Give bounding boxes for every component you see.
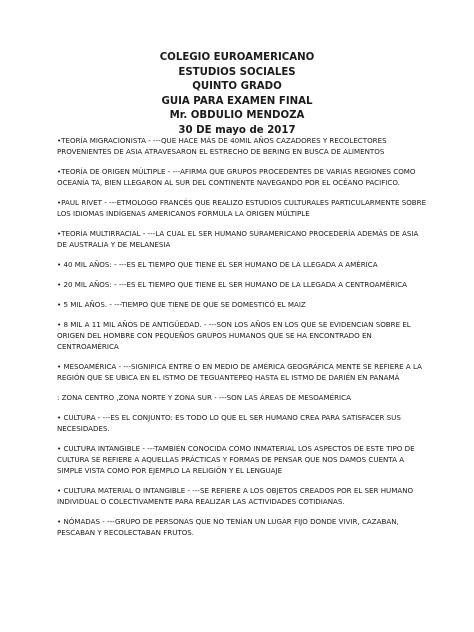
paragraph-cultura-material: • CULTURA MATERIAL O INTANGIBLE - ---SE REFIERE A LOS OBJETOS CREADOS POR EL SER HUMANO INDIVIDUAL O COLECTIVAMENTE PARA REALIZAR LAS ACTIVIDADES COTIDIANAS. xyxy=(57,486,414,506)
paragraph-zonas: : ZONA CENTRO ,ZONA NORTE Y ZONA SUR - ---SON LAS ÁREAS DE MESOAMÉRICA xyxy=(57,393,351,402)
paragraph-teoria-multirracial: •TEORÍA MULTIRRACIAL - ---LA CUAL EL SER HUMANO SURAMERICANO PROCEDERÍA ADEMÁS DE ASIA DE AUSTRALIA Y DE MELANESIA xyxy=(57,229,419,249)
guide-title: GUIA PARA EXAMEN FINAL xyxy=(161,95,313,107)
paragraph-5-mil-anos: • 5 MIL AÑOS. - ---TIEMPO QUE TIENE DE QUE SE DOMESTICÓ EL MAIZ xyxy=(57,300,306,309)
paragraph-cultura: • CULTURA - ---ES EL CONJUNTO: ES TODO LO QUE EL SER HUMANO CREA PARA SATISFACER SUS NECESIDADES. xyxy=(57,413,401,433)
document-date: 30 DE mayo de 2017 xyxy=(178,124,296,136)
subject-title: ESTUDIOS SOCIALES xyxy=(178,66,296,78)
paragraph-8-a-11-mil-anos: • 8 MIL A 11 MIL AÑOS DE ANTIGÜEDAD. - ---SON LOS AÑOS EN LOS QUE SE EVIDENCIAN SOBRE EL ORIGEN DEL HOMBRE CON PEQUEÑOS GRUPOS HUMANOS QUE SE HA ENCONTRADO EN CENTROAMÉRICA xyxy=(57,320,411,351)
paragraph-teoria-migracionista: •TEORÍA MIGRACIONISTA - ---QUE HACE MÁS DE 40MIL AÑOS CAZADORES Y RECOLECTORES PROVENIENTES DE ASIA ATRAVESARON EL ESTRECHO DE BERING EN BUSCA DE ALIMENTOS xyxy=(57,136,387,156)
school-name: COLEGIO EUROAMERICANO xyxy=(159,52,315,63)
paragraph-teoria-origen-multiple: •TEORÍA DE ORIGEN MÚLTIPLE - ---AFIRMA QUE GRUPOS PROCEDENTES DE VARIAS REGIONES COMO OCEANÍA TA, BIEN LLEGARON AL SUR DEL CONTINENTE NAVEGANDO POR EL OCÉANO PACIFICO. xyxy=(57,167,416,187)
teacher-name: Mr. OBDULIO MENDOZA xyxy=(169,110,305,121)
paragraph-cultura-intangible: • CULTURA INTANGIBLE - ---TAMBIÉN CONOCIDA COMO INMATERIAL LOS ASPECTOS DE ESTE TIPO DE CULTURA SE REFIERE A AQUELLAS PRÁCTICAS Y FORMAS DE PENSAR QUE NOS DAMOS CUENTA A SIMPLE VISTA COMO POR EJEMPLO LA RELIGIÓN Y EL LENGUAJE xyxy=(57,444,415,475)
paragraph-40-mil-anos: • 40 MIL AÑOS: - ---ES EL TIEMPO QUE TIENE EL SER HUMANO DE LA LLEGADA A AMÉRICA xyxy=(57,260,378,269)
document-body xyxy=(57,135,427,547)
paragraph-paul-rivet: •PAUL RIVET - ---ETMOLOGO FRANCÉS QUE REALIZO ESTUDIOS CULTURALES PARTICULARMENTE SOBRE LOS IDIOMAS INDÍGENAS AMERICANOS FORMULA LA ORIGEN MÚLTIPLE xyxy=(57,198,427,218)
grade-title: QUINTO GRADO xyxy=(192,81,282,92)
document-header xyxy=(0,51,474,138)
paragraph-20-mil-anos: • 20 MIL AÑOS: - ---ES EL TIEMPO QUE TIENE EL SER HUMANO DE LA LLEGADA A CENTROAMÉRICA xyxy=(57,280,408,289)
paragraph-mesoamerica: • MESOAMÉRICA - ---SIGNIFICA ENTRE O EN MEDIO DE AMÉRICA GEOGRÁFICA MENTE SE REFIERE A LA REGIÓN QUE SE UBICA EN EL ISTMO DE TEGUANTEPEQ HASTA EL ISTMO DE DARIÉN EN PANAMÁ xyxy=(57,362,422,382)
paragraph-nomadas: • NÓMADAS - ---GRUPO DE PERSONAS QUE NO TENÍAN UN LUGAR FIJO DONDE VIVIR, CAZABAN, PESCABAN Y RECOLECTABAN FRUTOS. xyxy=(57,517,399,537)
